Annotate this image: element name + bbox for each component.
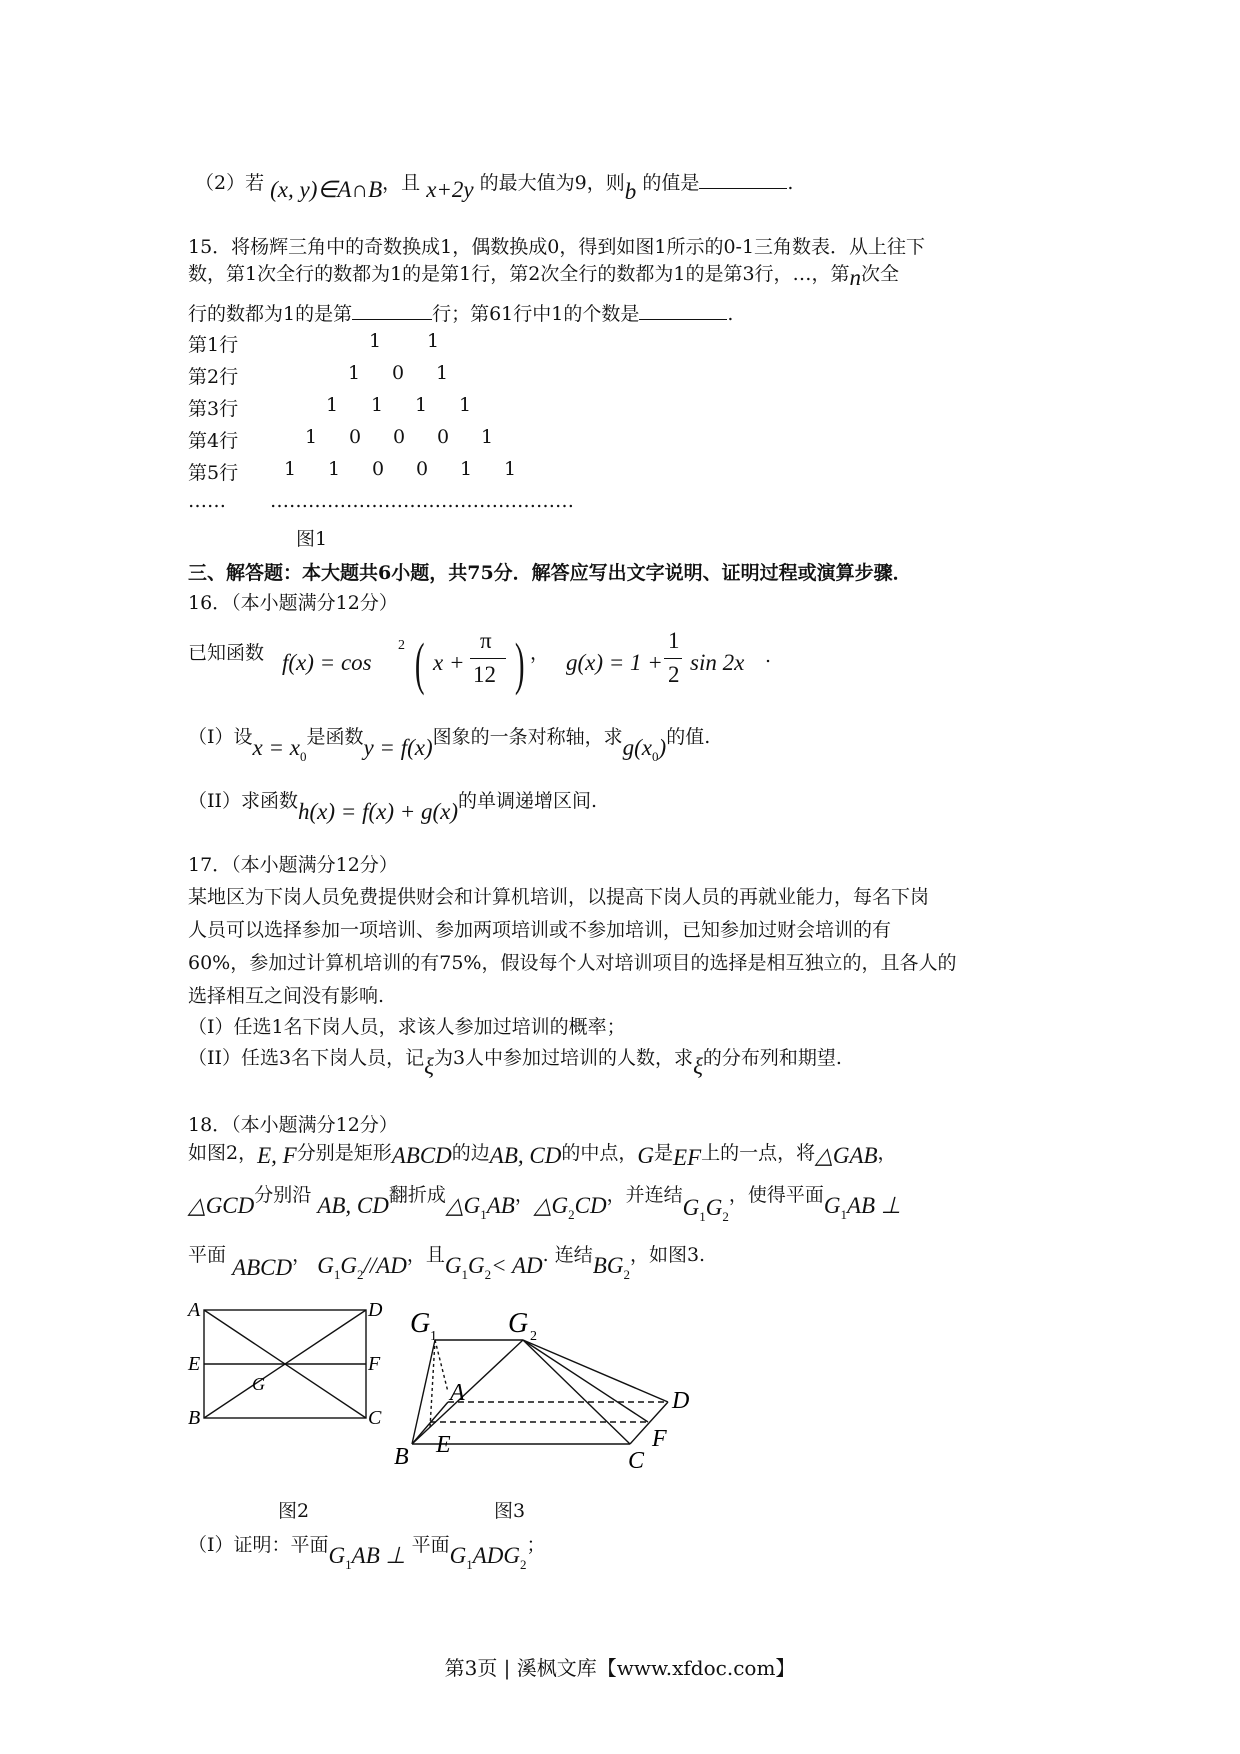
label-d: D <box>368 1299 383 1321</box>
cell: 0 <box>392 362 405 384</box>
q17-line: 某地区为下岗人员免费提供财会和计算机培训，以提高下岗人员的再就业能力，每名下岗 <box>188 886 930 908</box>
ellipsis-right: ………………………………………… <box>270 490 574 512</box>
label-g2: G <box>508 1308 529 1339</box>
cell: 1 <box>436 362 449 384</box>
q15-line3: 行的数都为1的是第 行；第61行中1的个数是 . <box>188 303 734 325</box>
label-c: C <box>628 1448 645 1470</box>
row-label: 第3行 <box>188 398 239 420</box>
cell: 1 <box>371 394 384 416</box>
cell: 1 <box>328 458 341 480</box>
cell: 1 <box>284 458 297 480</box>
q15-line2: 数，第1次全行的数都为1的是第1行，第2次全行的数都为1的是第3行，…，第n次全 <box>188 263 900 290</box>
fraction-bar <box>664 658 682 659</box>
cell: 1 <box>369 330 382 352</box>
edge-g2f <box>523 1340 648 1422</box>
cell: 0 <box>393 426 406 448</box>
q17-line: 人员可以选择参加一项培训、参加两项培训或不参加培训，已知参加过财会培训的有 <box>188 919 892 941</box>
right-paren: ) <box>514 631 525 696</box>
row-label: 第1行 <box>188 334 239 356</box>
cell: 1 <box>504 458 517 480</box>
answer-blank <box>639 301 727 320</box>
cell: 0 <box>372 458 385 480</box>
figure3-folded-solid <box>390 1300 720 1470</box>
q18-heading: 18．（本小题满分12分） <box>188 1114 398 1136</box>
page-footer: 第3页 | 溪枫文库【www.xfdoc.com】 <box>444 1656 796 1680</box>
q14-expression: x+2y <box>426 177 474 202</box>
label-b: B <box>188 1407 201 1429</box>
row-label: 第5行 <box>188 462 239 484</box>
figure2-rectangle-diagram <box>180 1290 395 1430</box>
label-g: G <box>252 1374 265 1394</box>
row-label: 第4行 <box>188 430 239 452</box>
edge-g2c <box>523 1340 630 1444</box>
label-g2-sub: 2 <box>530 1329 537 1344</box>
row-label: 第2行 <box>188 366 239 388</box>
left-paren: ( <box>414 631 425 696</box>
figure3-caption: 图3 <box>494 1500 526 1522</box>
cell: 0 <box>349 426 362 448</box>
q14-condition: (x, y)∈A∩B <box>270 177 383 202</box>
ellipsis-left: …… <box>188 490 226 512</box>
edge-g2d <box>523 1340 668 1402</box>
q18-line2: △GCD分别沿 AB, CD翻折成$\triangle G_1AB$，$\triangle G_2CD$，并连结$G_1G_2$，使得平面$G_1AB$ ⊥ <box>188 1184 901 1224</box>
cell: 1 <box>348 362 361 384</box>
label-g1: G <box>410 1308 431 1339</box>
q16-heading: 16．（本小题满分12分） <box>188 592 398 614</box>
edge-g1b <box>412 1340 435 1444</box>
label-a: A <box>188 1299 201 1321</box>
label-f: F <box>368 1353 381 1375</box>
answer-blank <box>352 301 432 320</box>
q16-intro: 已知函数 <box>188 642 265 664</box>
cell: 1 <box>305 426 318 448</box>
q17-heading: 17．（本小题满分12分） <box>188 854 398 876</box>
q15-line1: 15．将杨辉三角中的奇数换成1，偶数换成0，得到如图1所示的0-1三角数表．从上往下 <box>188 236 926 258</box>
label-c: C <box>368 1407 382 1429</box>
label-g1-sub: 1 <box>430 1329 437 1344</box>
q17-line: 60%，参加过计算机培训的有75%，假设每个人对培训项目的选择是相互独立的，且各人的 <box>188 952 957 974</box>
q18-line3: 平面 ABCD， $G_1G_2//AD$，且$G_1G_2<$ AD. 连结$BG_2$，如图3. <box>188 1244 706 1282</box>
q17-part2: （II）任选3名下岗人员，记ξ为3人中参加过培训的人数，求ξ的分布列和期望. <box>188 1047 842 1079</box>
label-a: A <box>450 1380 465 1406</box>
q14-part2: （2）若 (x, y)∈A∩B，且 x+2y 的最大值为9，则b 的值是 . <box>195 172 794 204</box>
cell: 0 <box>416 458 429 480</box>
q16-part2: （II）求函数h(x) = f(x) + g(x)的单调递增区间. <box>188 790 598 824</box>
cell: 1 <box>326 394 339 416</box>
q18-part1: （I）证明：平面$G_1AB$ ⊥ 平面$G_1ADG_2$； <box>188 1534 546 1572</box>
cell: 1 <box>481 426 494 448</box>
label-e: E <box>188 1353 201 1375</box>
figure2-caption: 图2 <box>278 1500 310 1522</box>
answer-blank <box>699 170 787 189</box>
q17-line: 选择相互之间没有影响. <box>188 985 385 1007</box>
label-b: B <box>394 1444 409 1470</box>
section-heading: 三、解答题：本大题共6小题，共75分．解答应写出文字说明、证明过程或演算步骤． <box>188 562 912 584</box>
q18-line1: 如图2，E, F分别是矩形ABCD的边AB, CD的中点，G是EF上的一点，将△GAB， <box>188 1142 897 1170</box>
q17-part1: （I）任选1名下岗人员，求该人参加过培训的概率； <box>188 1016 626 1038</box>
label-e: E <box>436 1432 451 1458</box>
cell: 1 <box>459 394 472 416</box>
q14-var-b: b <box>624 179 637 204</box>
q16-part1: （I）设$x = x_0$是函数y = f(x)图象的一条对称轴，求$g(x_0)$的值. <box>188 726 711 764</box>
cell: 1 <box>460 458 473 480</box>
cell: 1 <box>415 394 428 416</box>
label-d: D <box>672 1388 690 1414</box>
cell: 1 <box>427 330 440 352</box>
figure1-caption: 图1 <box>296 528 328 550</box>
fraction-bar <box>470 658 506 659</box>
edge-g2b <box>412 1340 523 1444</box>
edge-g1a <box>435 1340 448 1392</box>
label-f: F <box>652 1426 667 1452</box>
cell: 0 <box>437 426 450 448</box>
